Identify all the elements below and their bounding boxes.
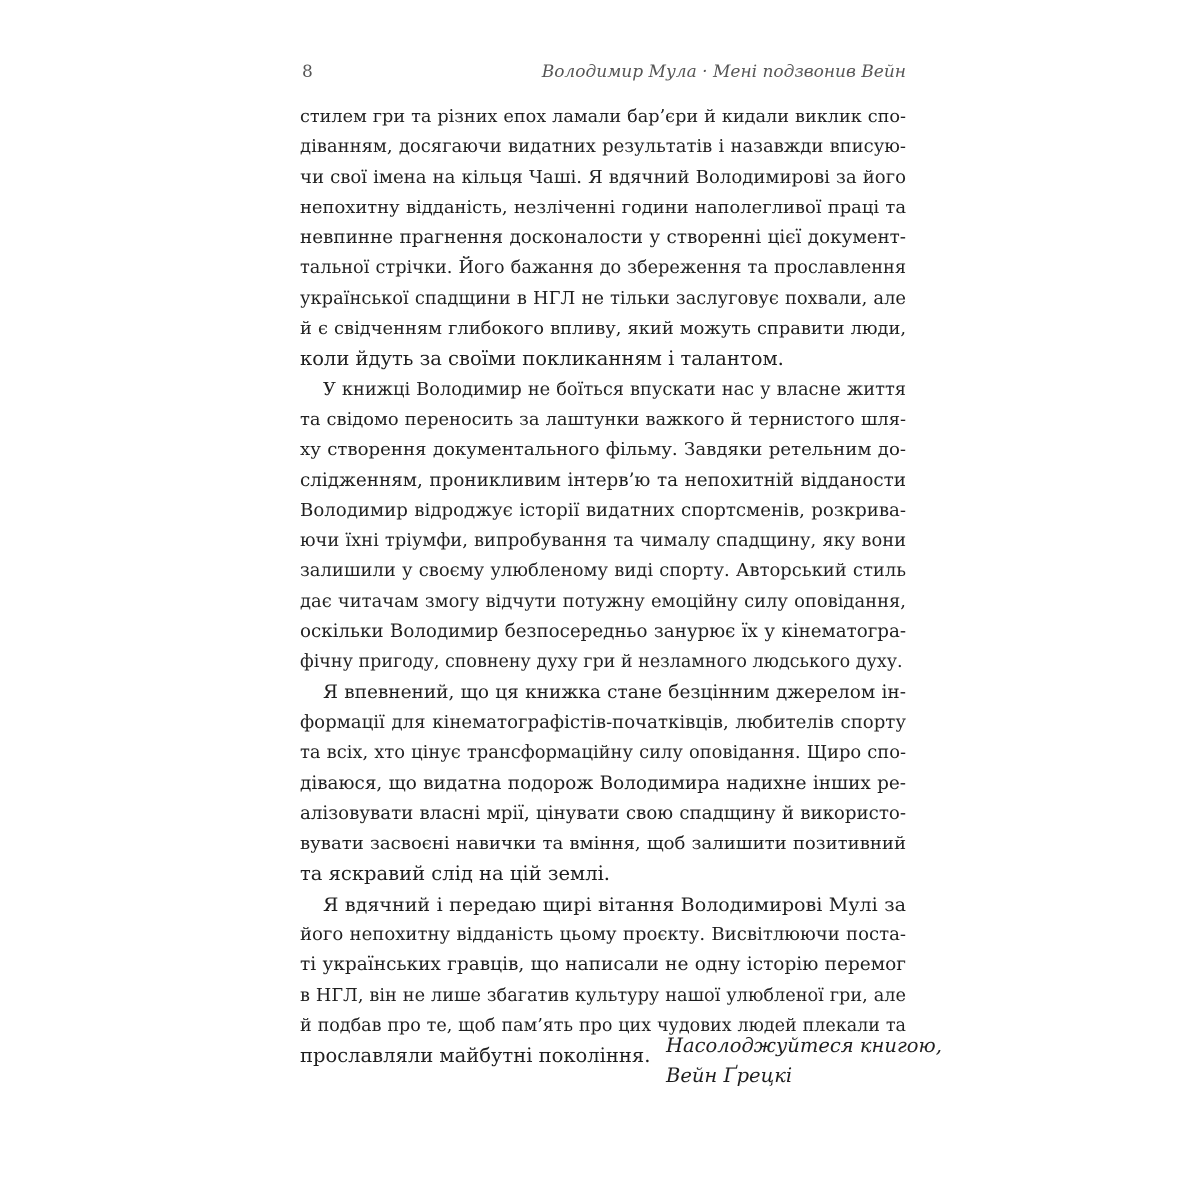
running-title: Володимир Мула · Мені подзвонив Вейн — [541, 62, 906, 82]
text-line: української спадщини в НГЛ не тільки заслуговує похвали, але — [300, 287, 906, 309]
text-line: стилем гри та різних епох ламали бар’єри й кидали виклик спо- — [300, 107, 906, 127]
text-line: невпинне прагнення досконалости у створенні цієї документ- — [300, 227, 906, 249]
text-line: прославляли майбутні покоління. — [300, 1044, 651, 1068]
text-line: діваюся, що видатна подорож Володимира надихне інших ре- — [300, 772, 906, 794]
text-line: чи свої імена на кільця Чаші. Я вдячний Володимирові за його — [300, 166, 906, 188]
signature-name: Вейн Ґрецкі — [666, 1064, 793, 1087]
text-line: У книжці Володимир не боїться впускати нас у власне життя — [323, 378, 906, 400]
text-line: коли йдуть за своїми покликанням і талантом. — [300, 347, 784, 371]
text-line: формації для кінематографістів-початківців, любителів спорту — [300, 711, 906, 733]
text-line: Я вдячний і передаю щирі вітання Володимирові Мулі за — [323, 893, 906, 916]
text-line: та всіх, хто цінує трансформаційну силу оповідання. Щиро спо- — [300, 742, 906, 764]
text-line: залишили у своєму улюбленому виді спорту. Авторський стиль — [300, 560, 906, 582]
text-line: й подбав про те, щоб пам’ять про цих чудових людей плекали та — [300, 1015, 906, 1036]
signature-closing: Насолоджуйтеся книгою, — [666, 1034, 942, 1057]
text-line: Володимир відроджує історії видатних спортсменів, розкрива- — [300, 499, 906, 521]
text-line: його непохитну відданість цьому проєкту. Висвітлюючи поста- — [300, 924, 906, 946]
paragraph — [300, 678, 906, 890]
text-line: непохитну відданість, незліченні години наполегливої праці та — [300, 196, 906, 218]
text-line: та яскравий слід на цій землі. — [300, 862, 611, 886]
body-text — [300, 102, 942, 1072]
text-line: ті українських гравців, що написали не одну історію перемог — [300, 954, 906, 976]
paragraph — [300, 375, 906, 678]
text-line: слідженням, проникливим інтерв’ю та непохитній відданости — [300, 469, 906, 491]
text-line: й є свідченням глибокого впливу, який можуть справити люди, — [300, 318, 906, 340]
text-line: вувати засвоєні навички та вміння, щоб залишити позитивний — [300, 833, 906, 855]
text-line: Я впевнений, що ця книжка стане безцінним джерелом ін- — [323, 681, 906, 703]
running-head — [302, 62, 906, 86]
text-line: ху створення документального фільму. Завдяки ретельним до- — [300, 439, 906, 461]
paragraph — [300, 102, 906, 375]
text-line: фічну пригоду, сповнену духу гри й незламного людського духу. — [300, 652, 903, 673]
text-line: алізовувати власні мрії, цінувати свою спадщину й використо- — [300, 802, 906, 824]
text-line: діванням, досягаючи видатних результатів і назавжди вписую- — [300, 136, 906, 158]
text-line: тальної стрічки. Його бажання до збереження та прославлення — [300, 258, 906, 279]
text-line: оскільки Володимир безпосередньо занурює їх у кінематогра- — [300, 621, 906, 643]
text-line: та свідомо переносить за лаштунки важкого й тернистого шля- — [300, 408, 906, 430]
text-line: ючи їхні тріумфи, випробування та чималу спадщину, яку вони — [300, 530, 906, 552]
page-number: 8 — [302, 62, 313, 82]
text-line: в НГЛ, він не лише збагатив культуру нашої улюбленої гри, але — [300, 985, 906, 1006]
signature — [666, 1031, 942, 1091]
text-line: дає читачам змогу відчути потужну емоційну силу оповідання, — [300, 590, 906, 612]
